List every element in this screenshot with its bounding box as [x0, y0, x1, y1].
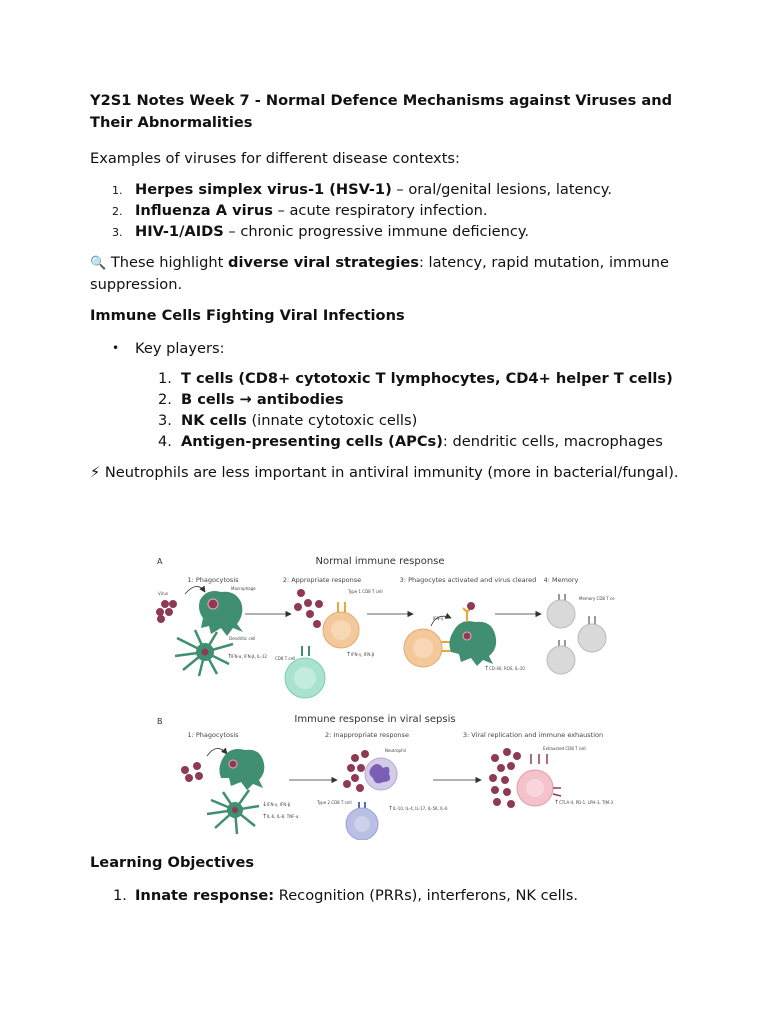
- svg-text:IFN-γ: IFN-γ: [433, 616, 444, 621]
- svg-text:Virus: Virus: [158, 591, 169, 596]
- panel-a-step-1: 1: Phagocytosis: [187, 576, 239, 584]
- svg-text:IFN-γ, IFN-β: IFN-γ, IFN-β: [267, 802, 291, 807]
- list-item: 3. NK cells (innate cytotoxic cells): [158, 412, 418, 429]
- panel-a-step-4: 4: Memory: [543, 576, 579, 584]
- svg-text:↑: ↑: [227, 653, 233, 660]
- macrophage-cell: [199, 591, 243, 636]
- section-heading-immune-cells: Immune Cells Fighting Viral Infections: [90, 307, 405, 324]
- neutrophil-cell: [365, 758, 397, 790]
- svg-text:↓: ↓: [262, 801, 268, 808]
- cd8-t-cell: [285, 646, 325, 698]
- svg-text:↑: ↑: [484, 665, 490, 672]
- list-item: 2. B cells → antibodies: [158, 391, 344, 408]
- key-players-list: [90, 338, 680, 359]
- players-list: [90, 368, 680, 452]
- svg-text:IL-6, IL-8, TNF-α: IL-6, IL-8, TNF-α: [267, 814, 299, 819]
- svg-text:Dendritic cell: Dendritic cell: [229, 636, 256, 641]
- list-item: 1. Innate response: Recognition (PRRs), interferons, NK cells.: [113, 887, 578, 904]
- strategies-paragraph: 🔍 These highlight diverse viral strategies: latency, rapid mutation, immune suppression.: [90, 254, 669, 293]
- virus-list: [90, 179, 680, 242]
- macrophage-cell: [219, 749, 264, 790]
- svg-text:↑: ↑: [346, 651, 352, 658]
- list-item: 4. Antigen-presenting cells (APCs): dendritic cells, macrophages: [158, 433, 663, 450]
- svg-text:CD8 T cell: CD8 T cell: [275, 656, 296, 661]
- svg-text:Macrophage: Macrophage: [231, 586, 256, 591]
- panel-a-title: Normal immune response: [315, 556, 445, 567]
- panel-a-step-3: 3: Phagocytes activated and virus cleared: [399, 576, 537, 584]
- svg-text:Type 2 CD8 T cell: Type 2 CD8 T cell: [317, 800, 352, 805]
- panel-a-label: A: [157, 557, 163, 566]
- panel-a-step-2: 2: Appropriate response: [282, 576, 362, 584]
- virus-cluster: [294, 589, 323, 628]
- page-title: Y2S1 Notes Week 7 - Normal Defence Mechanisms against Viruses and Their Abnormalities: [90, 92, 673, 131]
- svg-text:Type 1 CD8 T cell: Type 1 CD8 T cell: [348, 589, 383, 594]
- svg-text:IFN-α, IFN-β, IL-12: IFN-α, IFN-β, IL-12: [231, 654, 267, 659]
- virus-cluster: [489, 748, 521, 808]
- virus-particle: [467, 602, 475, 610]
- bullet-icon: •: [112, 341, 120, 355]
- activated-macrophage: [449, 608, 496, 666]
- svg-text:IFN-γ, IFN-β: IFN-γ, IFN-β: [351, 652, 375, 657]
- dendritic-cell: [207, 790, 259, 834]
- panel-b-step-3: 3: Viral replication and immune exhaustion: [462, 731, 604, 739]
- magnifier-icon: 🔍: [90, 256, 107, 271]
- list-item: 2. Influenza A virus – acute respiratory infection.: [112, 202, 488, 219]
- list-item: 3. HIV-1/AIDS – chronic progressive immune deficiency.: [112, 223, 530, 240]
- svg-text:Exhausted CD8 T cell: Exhausted CD8 T cell: [543, 746, 586, 751]
- dendritic-cell: [175, 630, 233, 676]
- svg-text:↑: ↑: [554, 799, 560, 806]
- memory-t-cells: [547, 594, 606, 674]
- virus-cluster: [156, 600, 177, 623]
- list-item: 1. Herpes simplex virus-1 (HSV-1) – oral/genital lesions, latency.: [112, 181, 612, 198]
- immune-response-figure: [155, 552, 615, 840]
- svg-text:CD-40, ROS, IL-10: CD-40, ROS, IL-10: [489, 666, 525, 671]
- virus-cluster: [181, 762, 203, 782]
- svg-text:CTLA-4, PD-1, LPH-3, TIM-3: CTLA-4, PD-1, LPH-3, TIM-3: [559, 800, 614, 805]
- svg-text:IL-10, IL-4, IL-17, IL-5K, IL-: IL-10, IL-4, IL-17, IL-5K, IL-6: [393, 806, 448, 811]
- panel-b-step-1: 1: Phagocytosis: [187, 731, 239, 739]
- svg-text:Memory CD8 T cell: Memory CD8 T cell: [579, 596, 615, 601]
- neutrophil-note: ⚡ Neutrophils are less important in antiviral immunity (more in bacterial/fungal).: [90, 464, 679, 481]
- type2-cd8-t-cell: [346, 802, 378, 840]
- svg-text:Neutrophil: Neutrophil: [385, 748, 406, 753]
- activated-t-cell: [404, 629, 451, 667]
- document-page: [90, 90, 680, 483]
- objectives-section: [90, 852, 680, 906]
- svg-text:↑: ↑: [388, 805, 394, 812]
- panel-b-step-2: 2: Inappropriate response: [325, 731, 409, 739]
- list-item: • Key players:: [112, 340, 225, 357]
- intro-text: Examples of viruses for different disease contexts:: [90, 150, 460, 167]
- svg-text:↑: ↑: [262, 813, 268, 820]
- objectives-list: [90, 885, 680, 906]
- section-heading-objectives: Learning Objectives: [90, 854, 255, 871]
- panel-b-title: Immune response in viral sepsis: [294, 714, 456, 725]
- panel-b-label: B: [157, 717, 163, 726]
- type1-cd8-t-cell: [323, 602, 359, 648]
- figure-svg: [155, 552, 615, 840]
- list-item: 1. T cells (CD8+ cytotoxic T lymphocytes, CD4+ helper T cells): [158, 370, 673, 387]
